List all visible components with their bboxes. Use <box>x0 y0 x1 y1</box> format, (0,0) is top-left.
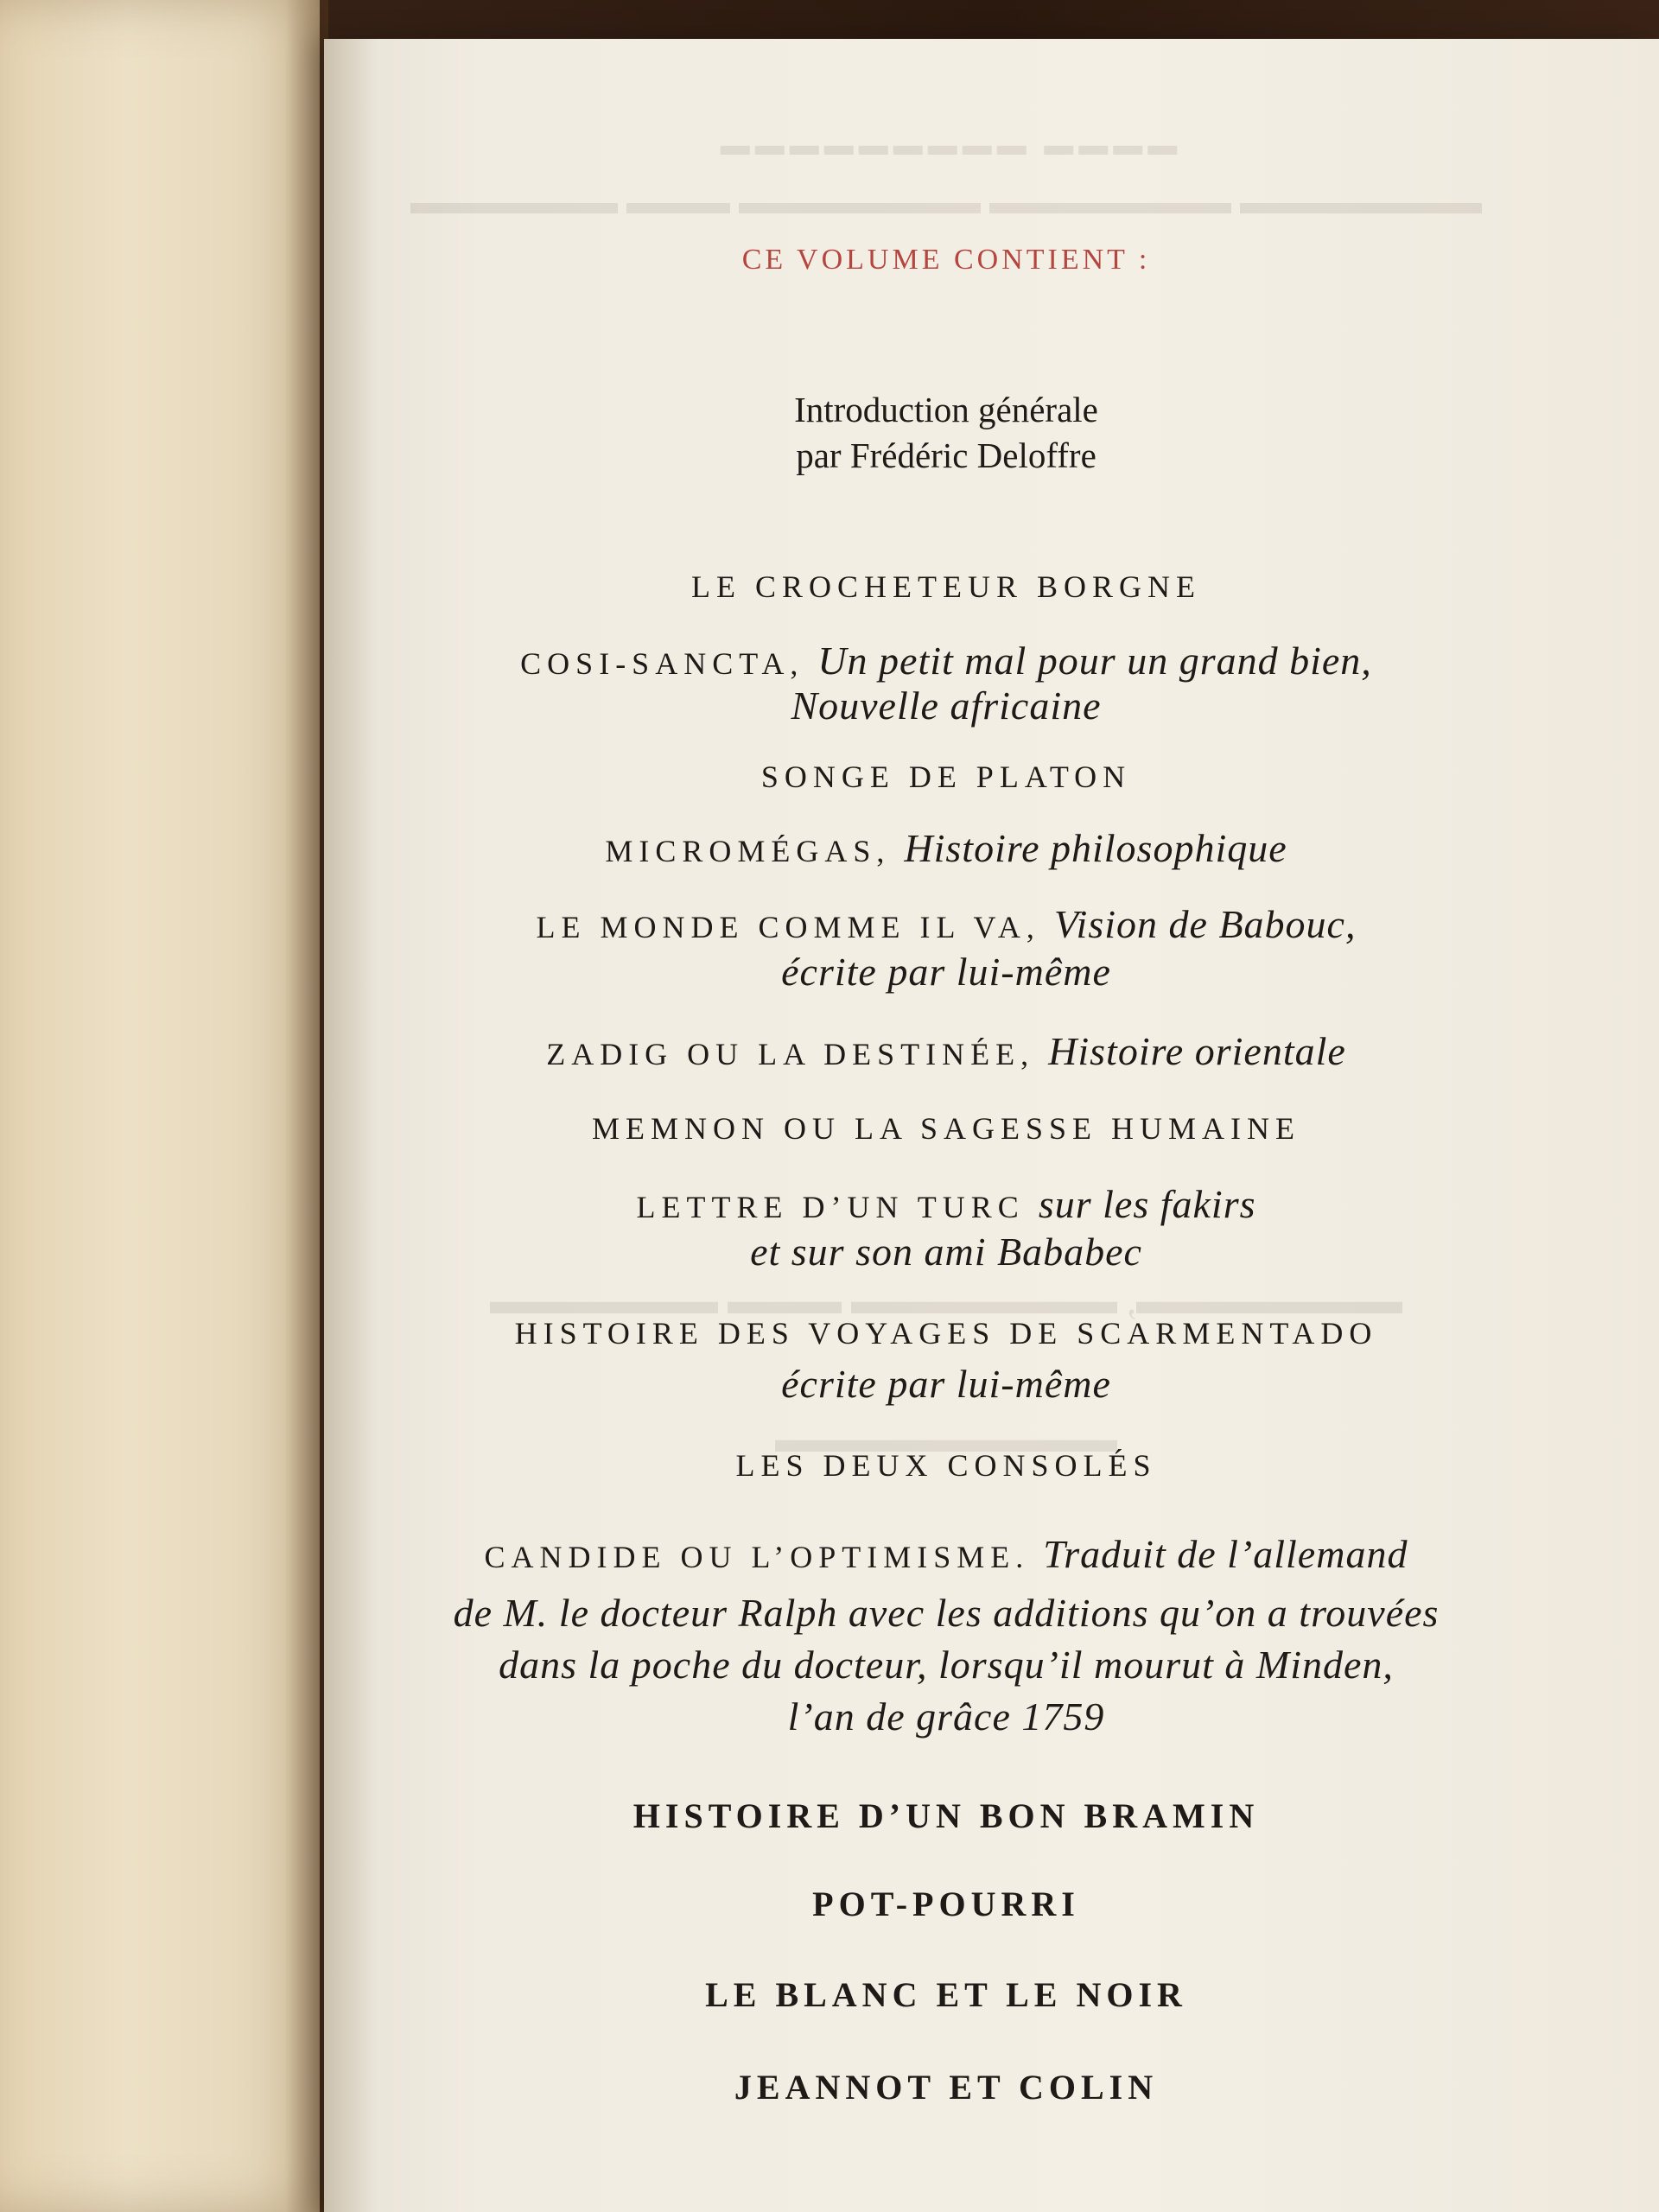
entry-subtitle: Vision de Babouc, <box>1053 902 1357 946</box>
entry-title: LE BLANC ET LE NOIR <box>705 1975 1187 2014</box>
contents-entry <box>324 1531 1568 1577</box>
entry-subtitle: Histoire orientale <box>1048 1029 1346 1073</box>
table-of-contents <box>324 0 1568 2212</box>
entry-title: COSI-SANCTA, <box>520 646 804 681</box>
contents-entry <box>324 1315 1568 1351</box>
entry-title: POT-POURRI <box>812 1885 1080 1923</box>
entry-subtitle: Un petit mal pour un grand bien, <box>817 639 1372 683</box>
entry-title: LETTRE D’UN TURC <box>636 1190 1025 1224</box>
contents-entry <box>324 1974 1568 2015</box>
entry-title: JEANNOT ET COLIN <box>734 2068 1159 2107</box>
entry-subtitle-continued: de M. le docteur Ralph avec les additions qu’on a trouvées <box>453 1591 1440 1635</box>
entry-title: MEMNON OU LA SAGESSE HUMAINE <box>591 1111 1301 1146</box>
contents-entry <box>324 2067 1568 2107</box>
entry-subtitle-continued: et sur son ami Bababec <box>750 1230 1142 1274</box>
contents-entry <box>324 759 1568 795</box>
entry-subtitle-continued: écrite par lui-même <box>781 950 1111 994</box>
entry-subtitle: Traduit de l’allemand <box>1043 1532 1408 1576</box>
entry-subtitle: sur les fakirs <box>1038 1182 1256 1226</box>
contents-entry <box>324 1884 1568 1924</box>
left-book-page <box>0 0 320 2212</box>
contents-entry <box>324 825 1568 871</box>
contents-entry <box>324 569 1568 605</box>
bleed-through-shadow: ▬▬▬▬▬▬▬, ▬▬▬▬▬▬▬ ▬▬▬ ▬▬▬▬▬▬ <box>490 1280 1402 1322</box>
contents-entry <box>324 638 1568 683</box>
contents-entry <box>324 901 1568 947</box>
introduction-author-line: par Frédéric Deloffre <box>796 435 1096 475</box>
volume-contents-heading: CE VOLUME CONTIENT : <box>741 244 1151 276</box>
contents-entry <box>324 1028 1568 1074</box>
contents-entry <box>324 1110 1568 1147</box>
contents-entry <box>324 1181 1568 1227</box>
entry-title: MICROMÉGAS, <box>605 834 891 868</box>
entry-title: LE CROCHETEUR BORGNE <box>691 569 1201 604</box>
contents-entry <box>324 1447 1568 1484</box>
entry-subtitle: Histoire philosophique <box>904 826 1287 870</box>
bleed-through-shadow: ▬▬▬▬▬▬▬ ▬▬▬▬▬▬▬ ▬▬▬▬▬▬▬ ▬▬▬ ▬▬▬▬▬▬ <box>410 182 1482 221</box>
introduction-line: Introduction générale <box>794 390 1098 429</box>
entry-title: SONGE DE PLATON <box>760 760 1132 794</box>
entry-subtitle-continued: Nouvelle africaine <box>791 683 1102 728</box>
bleed-through-shadow: ▬▬▬▬▬▬▬▬▬ <box>775 1418 1117 1460</box>
bleed-through-shadow: ▬▬▬▬ ▬▬▬▬▬▬▬▬▬ <box>715 130 1178 162</box>
contents-entry <box>324 1796 1568 1836</box>
entry-title: HISTOIRE D’UN BON BRAMIN <box>632 1796 1260 1835</box>
entry-subtitle-continued: dans la poche du docteur, lorsqu’il mourut à Minden, <box>499 1643 1394 1687</box>
left-page-shadow <box>285 0 328 2212</box>
entry-title: HISTOIRE DES VOYAGES DE SCARMENTADO <box>514 1316 1378 1351</box>
entry-subtitle-continued: écrite par lui-même <box>781 1362 1111 1406</box>
entry-title: ZADIG OU LA DESTINÉE, <box>546 1037 1035 1071</box>
entry-title: LES DEUX CONSOLÉS <box>735 1448 1157 1483</box>
entry-title: LE MONDE COMME IL VA, <box>536 910 1040 944</box>
entry-title: CANDIDE OU L’OPTIMISME. <box>484 1540 1030 1574</box>
entry-subtitle-continued: l’an de grâce 1759 <box>787 1694 1105 1738</box>
